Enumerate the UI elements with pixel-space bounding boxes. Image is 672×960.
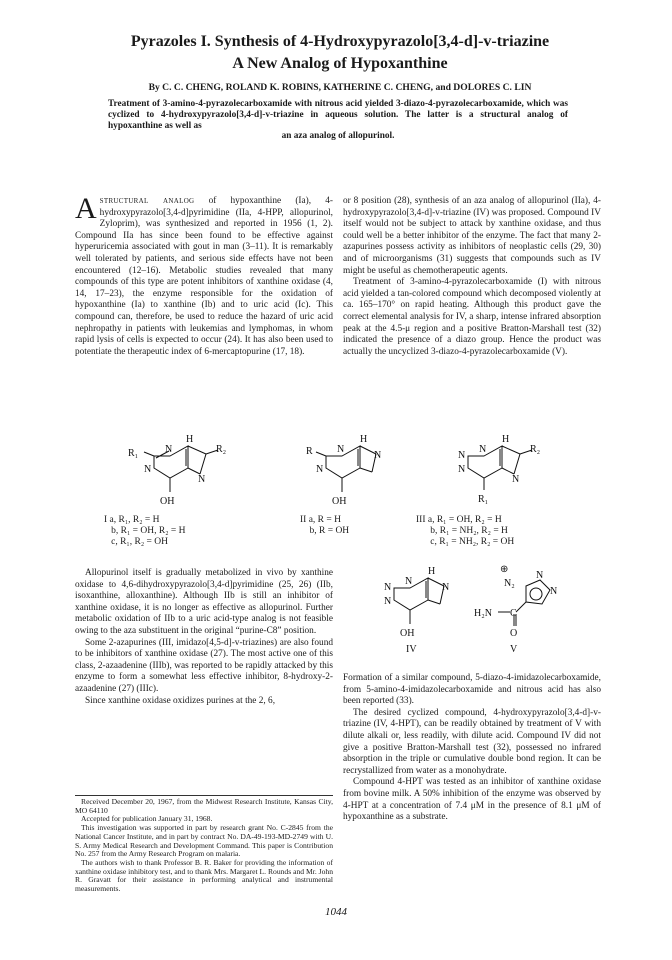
structure-V-H2N: H₂N <box>474 608 492 619</box>
footnote-accepted: Accepted for publication January 31, 1968. <box>81 814 213 824</box>
structure-II-N1: N <box>337 444 345 455</box>
structure-V-C: C <box>510 608 517 619</box>
structure-V-N2: N₂ <box>504 578 515 589</box>
label-Ib: b, R₁ = OH, R₂ = H <box>104 526 186 536</box>
structure-II-H: H <box>360 434 368 445</box>
footnote-acknowledgment: The authors wish to thank Professor B. R. Baker for providing the information of xanthine oxidase inhibitory test, and to thank Mrs. Margaret L. Rounds and Mr. John R. Gravatt for their assistance in performing analytical and instrumental measurements. <box>75 857 333 894</box>
footnotes <box>75 795 333 894</box>
paragraph-cyclized-compound: The desired cyclized compound, 4-hydroxypyrazolo[3,4-d]-v-triazine (IV, 4-HPT), can be readily obtained by treatment of V with dilute alkali or, less readily, with dilute acid. Compound IV did not give a positive Bratton-Marshall test (32), possessed no infrared absorption in the triple or cumulative double bond region. It can be recrystallized from water as a monohydrate. <box>343 707 601 776</box>
lead-words: structural analog <box>99 196 195 206</box>
structure-I-labels <box>104 515 185 548</box>
structure-V-label: V <box>510 644 518 655</box>
structure-I-R1: R₁ <box>128 448 139 459</box>
structure-III-R2: R₂ <box>530 444 541 455</box>
structure-I-R2: R₂ <box>216 444 227 455</box>
paragraph-xanthine-oxidase: Since xanthine oxidase oxidizes purines at the 2, 6, <box>85 695 276 706</box>
paragraph-diazo-formation: Formation of a similar compound, 5-diazo-4-imidazolecarboxamide, from 5-amino-4-imidazolecarboxamide and nitrous acid has also been reported (33). <box>343 673 601 707</box>
label-IIa: II a, R = H <box>300 515 341 525</box>
label-IIb: b, R = OH <box>300 526 350 536</box>
footnote-received: Received December 20, 1967, from the Midwest Research Institute, Kansas City, MO 64110 <box>75 797 333 815</box>
paragraph-right-1a: or 8 position (28), synthesis of an aza analog of allopurinol (IIa), 4-hydroxypyrazolo[3,4-d]-v-triazine (IV) was proposed. Compound IV itself would not be subject to attack by xanthine oxidase, and thus could well be a better inhibitor of the enzyme. The fact that many 2-azapurines possess activity as inhibitors of neoplastic cells (29, 30) and of microorganisms (31) suggests that compounds such as IV might be useful as chemotherapeutic agents. <box>343 196 601 276</box>
paragraph-azapurines: Some 2-azapurines (III, imidazo[4,5-d]-v-triazines) are also found to be inhibitors of xanthine oxidase (27). The most active one of this class, 2-azaadenine (IIIb), was reported to be rapidly attacked by this enzyme to form a somewhat less effective inhibitor, 8-hydroxy-2-azaadenine (27) (IIIc). <box>75 637 333 694</box>
label-IIIa: III a, R₁ = OH, R₂ = H <box>416 515 502 525</box>
footnote-funding: This investigation was supported in part by research grant No. C-2845 from the National Cancer Institute, and in part by contract No. DA-49-193-MD-2749 with U. S. Army Medical Research and Development Command. This paper is Contribution No. 257 from the Army Research Program on malaria. <box>75 823 333 859</box>
intro-text: of hypoxanthine (Ia), 4-hydroxypyrazolo[3,4-d]pyrimidine (IIa, 4-HPP, allopurinol, Zyloprim), was synthesized and reported in 1956 (1, 2). Compound IIa has since been found to be effective against hyperuricemia associated with gout in man (3–11). It is remarkably well tolerated by patients, and serious side effects have not been encountered (12–16). Metabolic studies revealed that many compounds of this type are potent inhibitors of xanthine oxidase (4, 14, 17–23), the enzyme responsible for the oxidation of hypoxanthine (Ia) to xanthine (Ib) and to uric acid (Ic). This compound can, therefore, be used to reduce the hazard of uric acid nephropathy in patients with leukemias and lymphomas, in whom rapid lysis of cells is expected to occur (24). It has also been used to potentiate the therapeutic index of 6-mercaptopurine (17, 18). <box>75 196 333 357</box>
structure-III-H: H <box>502 434 510 445</box>
structure-III-N3: N <box>458 464 466 475</box>
structure-I-N3: N <box>144 464 152 475</box>
author-line: By C. C. CHENG, ROLAND K. ROBINS, KATHERINE C. CHENG, and DOLORES C. LIN <box>148 82 532 93</box>
structure-III-labels <box>416 515 514 548</box>
label-Ia: I a, R₁, R₂ = H <box>104 515 160 525</box>
abstract <box>108 99 568 142</box>
structure-IV-drawing <box>384 566 480 658</box>
abstract-last-line: an aza analog of allopurinol. <box>281 131 395 142</box>
paragraph-allopurinol-metabolism: Allopurinol itself is gradually metabolized in vivo by xanthine oxidase to 4,6-dihydroxypyrazolo[3,4-d]pyrimidine (25, 26) (IIb, isoxanthine, alloxanthine). Although IIb is still an inhibitor of xanthine oxidase, it is no longer as effective as allopurinol. Further metabolic oxidation of IIb to a uric acid-type analog is not feasible owing to the aza substituent in the original “purine-C8” position. <box>75 568 333 636</box>
structure-III-drawing <box>458 434 572 516</box>
structure-IV-OH: OH <box>400 628 415 639</box>
structure-V-O: O <box>510 628 518 639</box>
structure-III-R1: R₁ <box>478 494 489 505</box>
structure-IV-H: H <box>428 566 436 577</box>
structure-IV-N3: N <box>384 596 392 607</box>
structure-V-N2-ring: N <box>550 586 558 597</box>
structure-IV-N2: N <box>384 582 392 593</box>
structure-II-N3: N <box>316 464 324 475</box>
abstract-text: Treatment of 3-amino-4-pyrazolecarboxamide with nitrous acid yielded 3-diazo-4-pyrazolecarboxamide, which was cyclized to 4-hydroxypyrazolo[3,4-d]-v-triazine in aqueous solution. The latter is a structural analog of hypoxanthine as well as <box>108 99 568 131</box>
structure-II-OH: OH <box>332 496 347 507</box>
structure-III-N1: N <box>479 444 487 455</box>
structure-V-drawing <box>474 564 596 658</box>
structure-I <box>128 434 250 520</box>
structure-IV <box>384 566 480 662</box>
body-left-column-bottom <box>75 568 333 707</box>
structure-II-labels <box>300 515 349 537</box>
structure-II <box>306 434 420 520</box>
article-title: Pyrazoles I. Synthesis of 4-Hydroxypyrazolo[3,4-d]-v-triazine <box>130 33 550 50</box>
article-subtitle: A New Analog of Hypoxanthine <box>232 55 448 72</box>
structure-II-R: R <box>306 446 313 457</box>
structure-V-plus: ⊕ <box>500 564 509 575</box>
structure-IV-N1: N <box>405 576 413 587</box>
paragraph-inhibition-test: Compound 4-HPT was tested as an inhibitor of xanthine oxidase from bovine milk. A 50% inhibition of the enzyme was observed by 4-HPT at a concentration of 7.4 μM in the presence of 8.1 μM of hypoxanthine as a substrate. <box>343 777 601 823</box>
intro-paragraph <box>75 192 333 358</box>
page-number: 1044 <box>325 906 347 918</box>
body-right-column-top <box>343 196 601 358</box>
structure-IV-label: IV <box>406 644 417 655</box>
structure-III-N2: N <box>458 450 466 461</box>
paragraph-right-1b: Treatment of 3-amino-4-pyrazolecarboxamide (I) with nitrous acid yielded a tan-colored compound which decomposed violently at ca. 165–170° on rapid heating. Although this product gave the correct elemental analysis for IV, a sharp, intense infrared absorption peak at the 4.5-μ region and a positive Bratton-Marshall test (32) indicated the presence of a diazo group. Hence the product was actually the uncyclized 3-diazo-4-pyrazolecarboxamide (V). <box>343 277 601 357</box>
structure-I-N7: N <box>198 474 206 485</box>
drop-cap: A <box>75 192 97 225</box>
structure-V <box>474 564 596 662</box>
body-left-column-top <box>75 192 333 358</box>
structure-IV-N8: N <box>442 582 450 593</box>
structure-I-drawing <box>128 434 250 516</box>
structure-I-N1: N <box>165 444 173 455</box>
body-right-column-bottom <box>343 673 601 824</box>
structure-I-H: H <box>186 434 194 445</box>
label-IIIc: c, R₁ = NH₂, R₂ = OH <box>416 537 515 547</box>
structure-II-drawing <box>306 434 420 516</box>
label-Ic: c, R₁, R₂ = OH <box>104 537 168 547</box>
structure-III <box>458 434 572 520</box>
structure-I-OH: OH <box>160 496 175 507</box>
structure-II-N8: N <box>374 450 382 461</box>
structure-V-N1: N <box>536 570 544 581</box>
label-IIIb: b, R₁ = NH₂, R₂ = H <box>416 526 508 536</box>
structure-III-N7: N <box>512 474 520 485</box>
